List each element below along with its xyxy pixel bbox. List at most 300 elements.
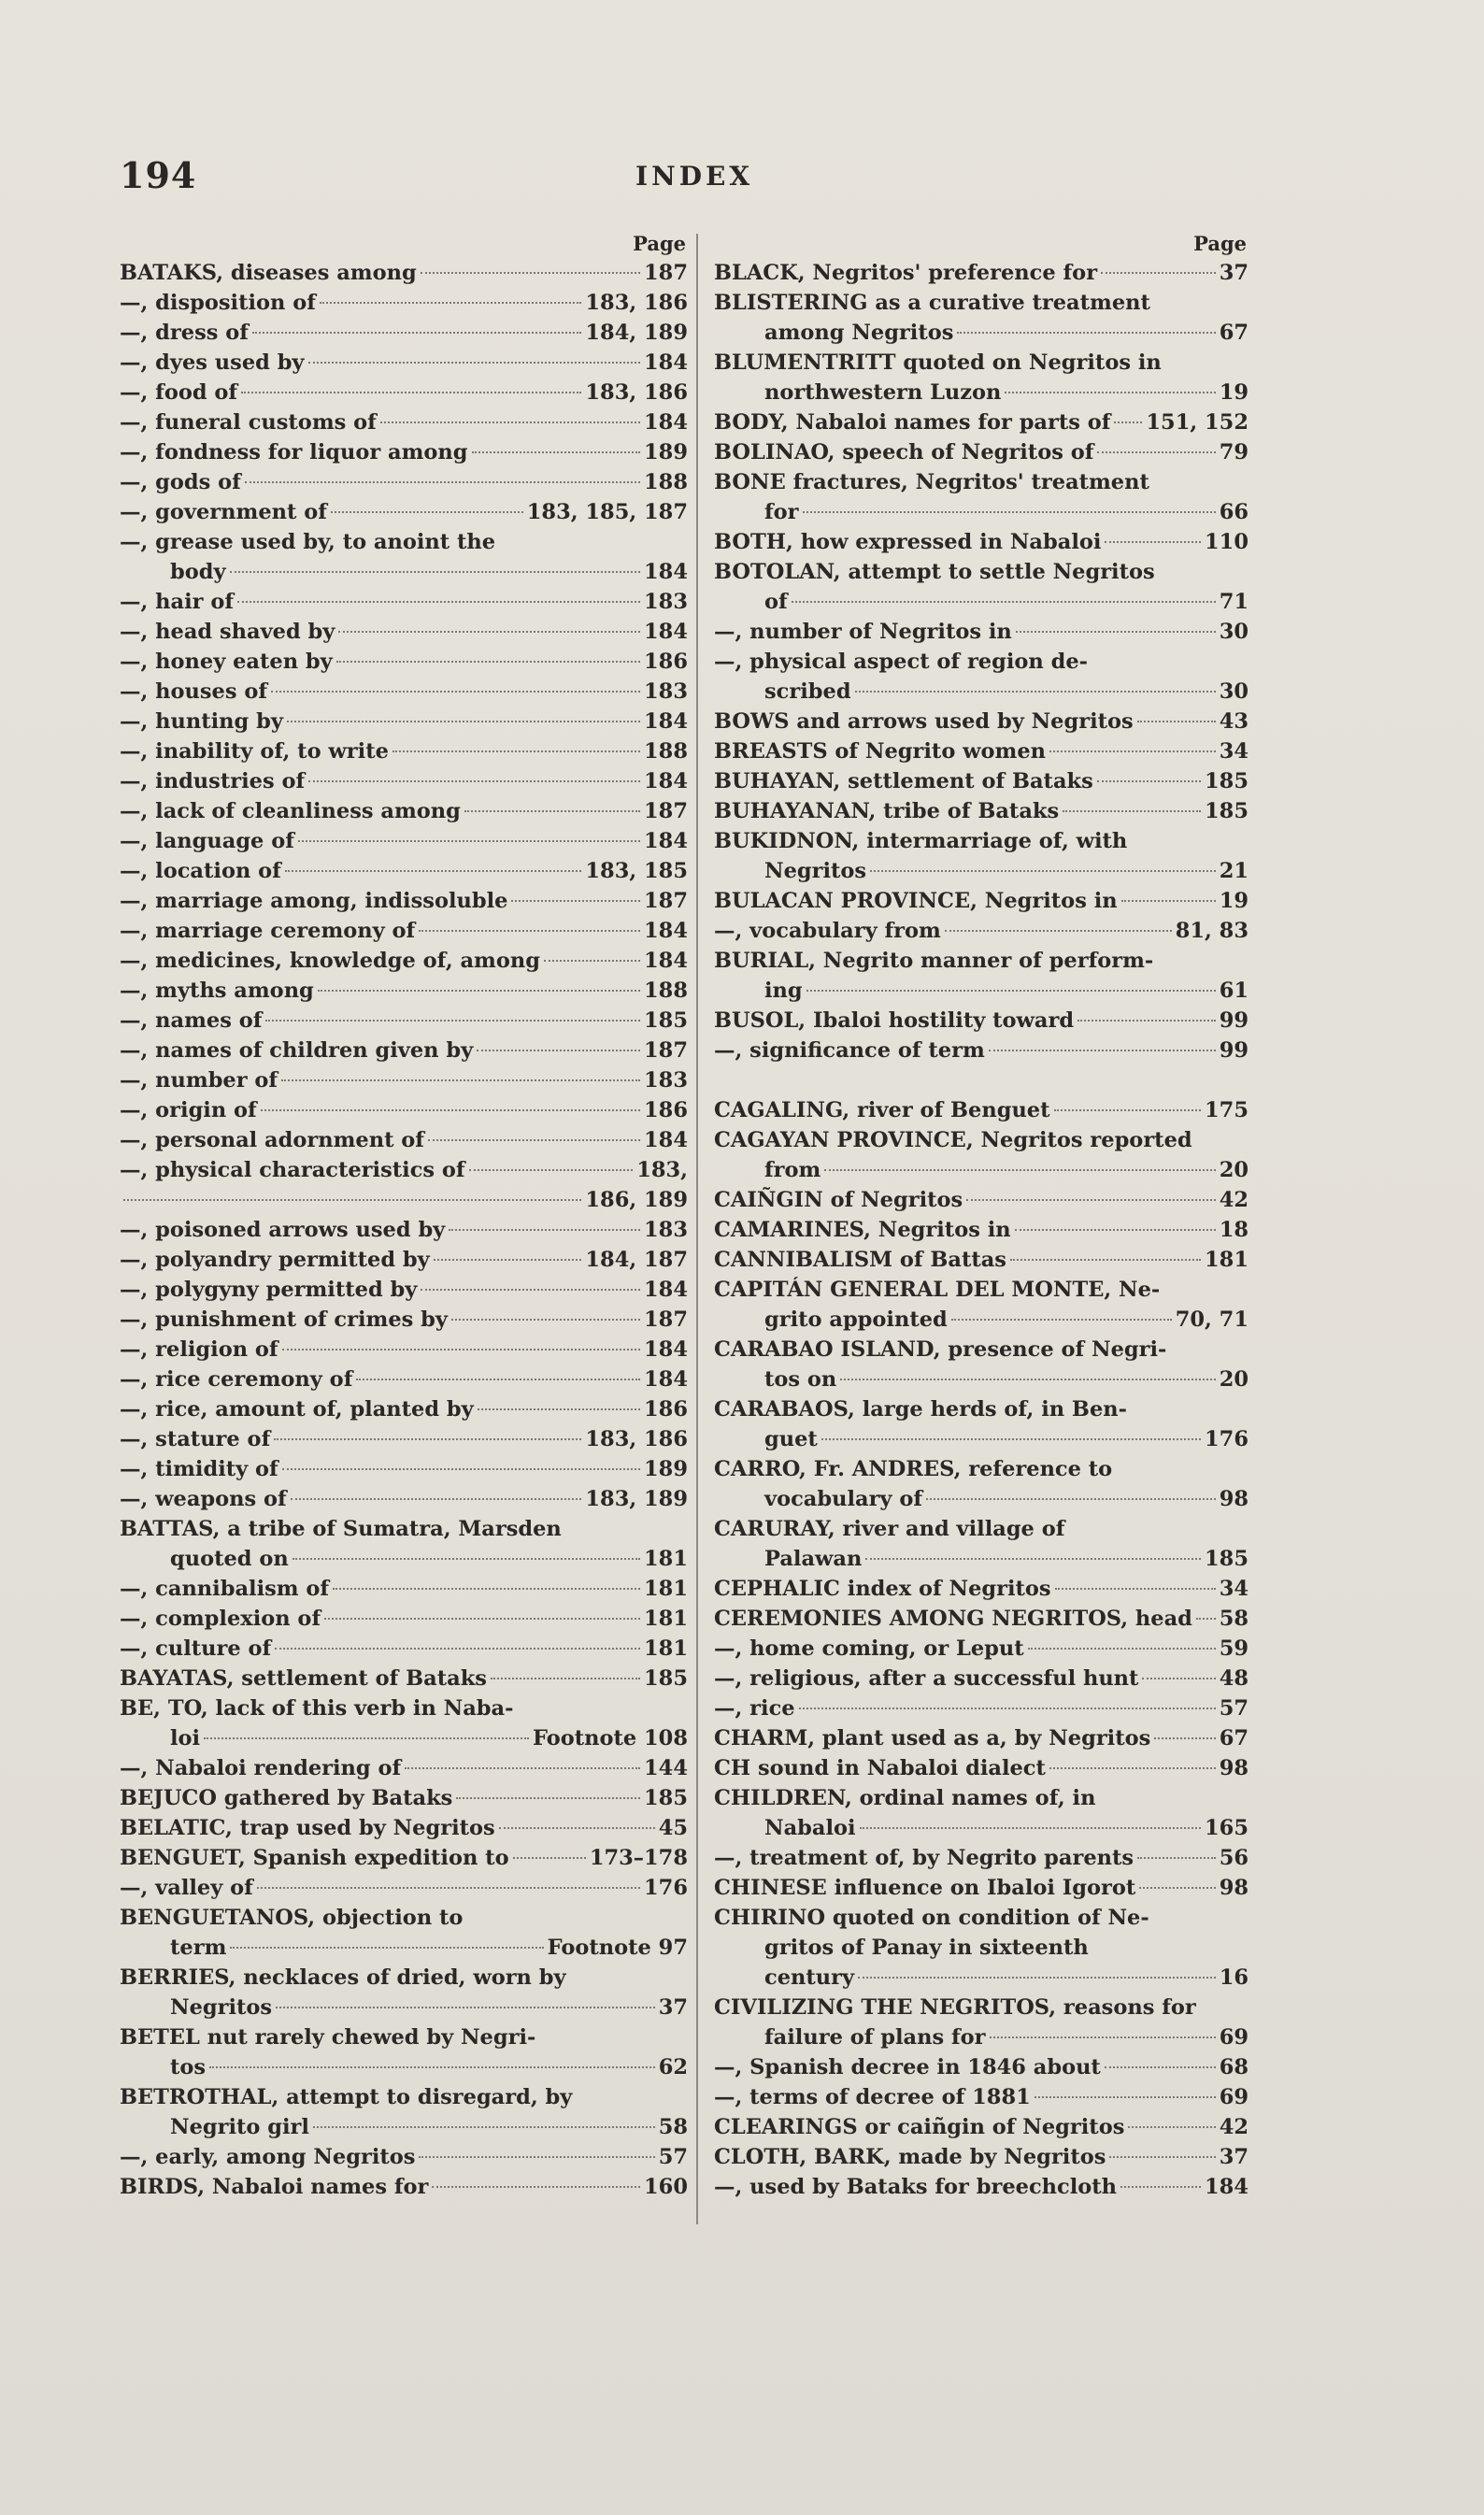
entry-page: 186, 189 xyxy=(585,1188,688,1212)
index-entry xyxy=(120,1843,688,1873)
page-column-label: Page xyxy=(1193,232,1247,255)
entry-text: for xyxy=(764,500,799,524)
index-entry xyxy=(120,1753,688,1783)
dot-leader xyxy=(209,2066,655,2068)
dot-leader xyxy=(1105,541,1201,543)
entry-text: from xyxy=(764,1158,821,1182)
entry-page: 183 xyxy=(644,590,688,614)
dot-leader xyxy=(432,2186,640,2188)
dot-leader xyxy=(1015,1229,1216,1231)
index-entry xyxy=(714,766,1249,796)
index-entry xyxy=(120,288,688,318)
entry-page: 189 xyxy=(644,440,688,464)
entry-page: 19 xyxy=(1219,380,1249,405)
index-entry xyxy=(714,378,1249,407)
entry-text: —, personal adornment of xyxy=(120,1128,424,1152)
entry-text: BENGUETANOS, objection to xyxy=(120,1906,464,1930)
dot-leader xyxy=(957,332,1215,334)
index-entry xyxy=(714,2112,1249,2142)
entry-text: —, disposition of xyxy=(120,291,316,315)
entry-page: 185 xyxy=(644,1008,688,1033)
entry-text: tos xyxy=(170,2055,207,2079)
index-entry xyxy=(120,617,688,647)
dot-leader xyxy=(1063,810,1201,812)
entry-text: BE, TO, lack of this verb in Naba- xyxy=(120,1696,514,1721)
index-entry xyxy=(120,1125,688,1155)
index-entry xyxy=(120,1544,688,1574)
index-entry xyxy=(120,796,688,826)
index-entry xyxy=(120,826,688,856)
index-entry xyxy=(714,1245,1249,1275)
entry-text: —, funeral customs of xyxy=(120,410,377,435)
entry-page: 188 xyxy=(644,739,688,764)
entry-page: 34 xyxy=(1219,1577,1249,1601)
index-entry xyxy=(120,1634,688,1664)
dot-leader xyxy=(421,1289,640,1291)
entry-text: —, myths among xyxy=(120,979,314,1003)
entry-page: 183, 186 xyxy=(585,291,688,315)
entry-text: —, industries of xyxy=(120,769,306,793)
index-entry xyxy=(714,1813,1249,1843)
entry-text: —, marriage among, indissoluble xyxy=(120,889,508,913)
dot-leader xyxy=(926,1498,1216,1500)
entry-text: BATAKS, diseases among xyxy=(120,261,417,285)
entry-text: —, rice xyxy=(714,1696,795,1721)
entry-text: CARABAO ISLAND, presence of Negri- xyxy=(714,1337,1167,1362)
entry-page: 185 xyxy=(1205,1547,1249,1571)
dot-leader xyxy=(806,990,1216,992)
dot-leader xyxy=(331,511,523,513)
index-entry xyxy=(120,527,688,557)
entry-page: 98 xyxy=(1219,1756,1249,1780)
index-entry xyxy=(120,1065,688,1095)
entry-text: among Negritos xyxy=(764,321,954,345)
entry-text: CARRO, Fr. ANDRES, reference to xyxy=(714,1457,1113,1481)
entry-text: CHINESE influence on Ibaloi Igorot xyxy=(714,1876,1136,1900)
entry-page: 184 xyxy=(644,560,688,584)
dot-leader xyxy=(274,1438,581,1440)
entry-text: CAIÑGIN of Negritos xyxy=(714,1188,963,1212)
dot-leader xyxy=(1128,2126,1215,2128)
dot-leader xyxy=(1142,1678,1215,1679)
index-entry xyxy=(714,1275,1249,1305)
entry-page: 184 xyxy=(1205,2175,1249,2199)
index-entry xyxy=(714,677,1249,707)
dot-leader xyxy=(860,1827,1201,1829)
index-entry xyxy=(714,467,1249,497)
index-entry xyxy=(120,2172,688,2202)
entry-page: 165 xyxy=(1205,1816,1249,1840)
index-entry xyxy=(120,946,688,976)
entry-page: 99 xyxy=(1219,1008,1249,1033)
dot-leader xyxy=(1035,2096,1216,2098)
entry-text: CANNIBALISM of Battas xyxy=(714,1248,1006,1272)
entry-page: 69 xyxy=(1219,2085,1249,2109)
index-entry xyxy=(714,1843,1249,1873)
dot-leader xyxy=(291,1498,582,1500)
entry-page: 34 xyxy=(1219,739,1249,764)
entry-page: 62 xyxy=(658,2055,688,2079)
index-entry xyxy=(714,1963,1249,1993)
entry-text: —, number of xyxy=(120,1068,278,1093)
entry-text: CAGALING, river of Benguet xyxy=(714,1098,1050,1122)
entry-text: BLUMENTRITT quoted on Negritos in xyxy=(714,350,1162,375)
entry-text: CIVILIZING THE NEGRITOS, reasons for xyxy=(714,1995,1196,2020)
index-entry xyxy=(714,348,1249,378)
index-entry xyxy=(120,1604,688,1634)
index-entry xyxy=(120,1963,688,1993)
dot-leader xyxy=(237,601,640,603)
entry-text: —, Spanish decree in 1846 about xyxy=(714,2055,1101,2079)
entry-text: BETEL nut rarely chewed by Negri- xyxy=(120,2025,536,2050)
entry-page: Footnote 97 xyxy=(547,1936,688,1960)
entry-text: BLACK, Negritos' preference for xyxy=(714,261,1098,285)
index-entry xyxy=(120,766,688,796)
entry-text: BLISTERING as a curative treatment xyxy=(714,291,1150,315)
entry-page: 67 xyxy=(1219,321,1249,345)
entry-page: 187 xyxy=(644,1308,688,1332)
dot-leader xyxy=(356,1379,640,1380)
dot-leader xyxy=(313,2126,655,2128)
dot-leader xyxy=(428,1139,640,1141)
entry-text: —, weapons of xyxy=(120,1487,287,1511)
dot-leader xyxy=(419,2156,654,2158)
entry-text: —, government of xyxy=(120,500,327,524)
index-entry xyxy=(120,1275,688,1305)
dot-leader xyxy=(257,1887,640,1889)
dot-leader xyxy=(285,870,582,872)
dot-leader xyxy=(472,451,641,453)
entry-text: grito appointed xyxy=(764,1308,948,1332)
index-entry xyxy=(714,437,1249,467)
entry-page: 187 xyxy=(644,1038,688,1063)
dot-leader xyxy=(392,750,640,752)
entry-text: —, culture of xyxy=(120,1636,272,1661)
index-entry xyxy=(714,1484,1249,1514)
entry-page: 144 xyxy=(644,1756,688,1780)
running-head: INDEX xyxy=(635,161,754,192)
dot-leader xyxy=(338,631,640,633)
entry-page: 184 xyxy=(644,919,688,943)
entry-text: BOWS and arrows used by Negritos xyxy=(714,709,1134,734)
entry-text: loi xyxy=(170,1726,201,1750)
entry-text: BOTOLAN, attempt to settle Negritos xyxy=(714,560,1155,584)
dot-leader xyxy=(252,332,581,334)
index-entry xyxy=(120,1993,688,2022)
entry-text: —, vocabulary from xyxy=(714,919,941,943)
index-entry xyxy=(714,1783,1249,1813)
index-entry xyxy=(120,1155,688,1185)
entry-text: BELATIC, trap used by Negritos xyxy=(120,1816,495,1840)
entry-text: —, significance of term xyxy=(714,1038,985,1063)
entry-page: 187 xyxy=(644,261,688,285)
entry-page: 181 xyxy=(644,1607,688,1631)
entry-text: —, religious, after a successful hunt xyxy=(714,1666,1139,1691)
entry-text: —, poisoned arrows used by xyxy=(120,1218,446,1242)
index-entry xyxy=(714,1215,1249,1245)
left-index-list xyxy=(120,258,688,2202)
entry-text: BUHAYANAN, tribe of Bataks xyxy=(714,799,1060,823)
entry-page: 37 xyxy=(1219,2145,1249,2169)
dot-leader xyxy=(513,1857,586,1859)
entry-text: —, honey eaten by xyxy=(120,650,333,674)
index-entry xyxy=(714,1305,1249,1335)
dot-leader xyxy=(324,1618,640,1620)
entry-page: 186 xyxy=(644,1397,688,1422)
dot-leader xyxy=(865,1558,1201,1560)
entry-text: vocabulary of xyxy=(764,1487,923,1511)
entry-page: 181 xyxy=(644,1547,688,1571)
entry-text: Negrito girl xyxy=(170,2115,309,2139)
index-entry xyxy=(714,1155,1249,1185)
index-entry xyxy=(120,1365,688,1394)
entry-text: BIRDS, Nabaloi names for xyxy=(120,2175,429,2199)
dot-leader xyxy=(1097,780,1201,782)
entry-text: CLEARINGS or caiñgin of Negritos xyxy=(714,2115,1125,2139)
index-entry xyxy=(120,497,688,527)
index-entry xyxy=(714,527,1249,557)
entry-text: —, names of children given by xyxy=(120,1038,474,1063)
entry-text: BEJUCO gathered by Bataks xyxy=(120,1786,453,1810)
index-entry xyxy=(120,1484,688,1514)
dot-leader xyxy=(380,422,640,423)
index-entry xyxy=(120,1783,688,1813)
index-entry xyxy=(120,378,688,407)
entry-text: —, location of xyxy=(120,859,281,883)
entry-page: 186 xyxy=(644,650,688,674)
dot-leader xyxy=(1077,1020,1216,1022)
index-entry xyxy=(120,677,688,707)
entry-page: 99 xyxy=(1219,1038,1249,1063)
dot-leader xyxy=(405,1767,640,1769)
entry-text: BUHAYAN, settlement of Bataks xyxy=(714,769,1093,793)
entry-text: —, timidity of xyxy=(120,1457,278,1481)
left-index-column xyxy=(120,230,688,2202)
dot-leader xyxy=(1105,2066,1216,2068)
dot-leader xyxy=(1154,1737,1215,1739)
entry-page: 186 xyxy=(644,1098,688,1122)
dot-leader xyxy=(287,721,640,722)
entry-text: gritos of Panay in sixteenth xyxy=(764,1936,1089,1960)
dot-leader xyxy=(1114,422,1142,423)
index-entry xyxy=(714,1424,1249,1454)
index-entry xyxy=(120,1873,688,1903)
entry-page: 184, 187 xyxy=(585,1248,688,1272)
dot-leader xyxy=(421,272,640,274)
entry-page: 61 xyxy=(1219,979,1249,1003)
entry-text: —, hunting by xyxy=(120,709,283,734)
dot-leader xyxy=(123,1199,581,1201)
entry-page: 30 xyxy=(1219,620,1249,644)
dot-leader xyxy=(1049,750,1216,752)
entry-page: 184 xyxy=(644,1278,688,1302)
entry-page: 42 xyxy=(1219,2115,1249,2139)
entry-text: —, terms of decree of 1881 xyxy=(714,2085,1031,2109)
dot-leader xyxy=(281,1079,640,1081)
index-entry xyxy=(120,348,688,378)
dot-leader xyxy=(966,1199,1215,1201)
index-entry xyxy=(714,796,1249,826)
entry-text: scribed xyxy=(764,679,851,704)
dot-leader xyxy=(265,1020,640,1022)
entry-text: —, stature of xyxy=(120,1427,271,1451)
entry-text: CARABAOS, large herds of, in Ben- xyxy=(714,1397,1127,1422)
entry-text: —, treatment of, by Negrito parents xyxy=(714,1846,1134,1870)
entry-page: 184 xyxy=(644,620,688,644)
dot-leader xyxy=(1120,2186,1201,2188)
entry-text: quoted on xyxy=(170,1547,289,1571)
index-entry xyxy=(714,288,1249,318)
entry-page: 66 xyxy=(1219,500,1249,524)
entry-page: 43 xyxy=(1219,709,1249,734)
dot-leader xyxy=(989,1050,1216,1051)
entry-page: 181 xyxy=(1205,1248,1249,1272)
entry-text: —, physical characteristics of xyxy=(120,1158,465,1182)
entry-text: —, names of xyxy=(120,1008,263,1033)
index-entry xyxy=(714,1903,1249,1933)
index-entry xyxy=(120,258,688,288)
entry-page: 110 xyxy=(1205,530,1249,554)
entry-page: 188 xyxy=(644,470,688,494)
entry-page: 187 xyxy=(644,889,688,913)
index-entry xyxy=(120,707,688,736)
dot-leader xyxy=(840,1379,1215,1380)
index-entry xyxy=(120,1095,688,1125)
index-entry xyxy=(120,2142,688,2172)
dot-leader xyxy=(1109,2156,1215,2158)
index-entry xyxy=(120,1215,688,1245)
entry-text: BOTH, how expressed in Nabaloi xyxy=(714,530,1102,554)
entry-text: —, valley of xyxy=(120,1876,253,1900)
page-number: 194 xyxy=(120,154,197,196)
entry-page: 18 xyxy=(1219,1218,1249,1242)
index-entry xyxy=(120,2022,688,2052)
entry-page: 19 xyxy=(1219,889,1249,913)
dot-leader xyxy=(318,990,640,992)
index-entry xyxy=(120,467,688,497)
index-entry xyxy=(714,1693,1249,1723)
entry-page: 20 xyxy=(1219,1367,1249,1392)
index-entry xyxy=(120,407,688,437)
entry-page: 183, 186 xyxy=(585,1427,688,1451)
entry-page: 184 xyxy=(644,410,688,435)
index-entry xyxy=(120,2112,688,2142)
index-entry xyxy=(714,497,1249,527)
index-entry xyxy=(120,1454,688,1484)
entry-text: BUSOL, Ibaloi hostility toward xyxy=(714,1008,1075,1033)
entry-page: 183 xyxy=(644,1068,688,1093)
entry-text: Nabaloi xyxy=(764,1816,856,1840)
dot-leader xyxy=(308,780,640,782)
index-entry xyxy=(120,1335,688,1365)
dot-leader xyxy=(1121,900,1216,902)
entry-page: 185 xyxy=(644,1786,688,1810)
entry-page: 57 xyxy=(658,2145,688,2169)
entry-text: Palawan xyxy=(764,1547,863,1571)
entry-text: BATTAS, a tribe of Sumatra, Marsden xyxy=(120,1517,562,1541)
index-entry xyxy=(714,1873,1249,1903)
entry-page: 183, 189 xyxy=(585,1487,688,1511)
entry-page: 181 xyxy=(644,1636,688,1661)
entry-text: —, dress of xyxy=(120,321,249,345)
entry-text: —, language of xyxy=(120,829,294,853)
entry-text: —, home coming, or Leput xyxy=(714,1636,1024,1661)
entry-text: BREASTS of Negrito women xyxy=(714,739,1047,764)
entry-page: 69 xyxy=(1219,2025,1249,2050)
dot-leader xyxy=(945,930,1172,932)
dot-leader xyxy=(336,661,640,663)
index-entry xyxy=(120,1185,688,1215)
index-entry xyxy=(120,647,688,677)
dot-leader xyxy=(449,1229,640,1231)
index-entry xyxy=(714,1574,1249,1604)
dot-leader xyxy=(1137,1857,1216,1859)
index-entry xyxy=(714,946,1249,976)
index-entry xyxy=(714,826,1249,856)
index-entry xyxy=(120,437,688,467)
entry-page: 175 xyxy=(1205,1098,1249,1122)
dot-leader xyxy=(275,1648,640,1650)
dot-leader xyxy=(298,840,640,842)
dot-leader xyxy=(990,2036,1216,2038)
entry-text: —, physical aspect of region de- xyxy=(714,650,1088,674)
entry-text: CHIRINO quoted on condition of Ne- xyxy=(714,1906,1149,1930)
index-entry xyxy=(714,1365,1249,1394)
index-entry xyxy=(120,886,688,916)
index-entry xyxy=(120,1006,688,1036)
dot-leader xyxy=(320,302,581,304)
index-entry xyxy=(714,1664,1249,1693)
entry-page: 184 xyxy=(644,1367,688,1392)
index-entry xyxy=(714,318,1249,348)
entry-page: 176 xyxy=(1205,1427,1249,1451)
dot-leader xyxy=(333,1588,640,1590)
index-entry xyxy=(120,1813,688,1843)
index-entry xyxy=(714,1394,1249,1424)
dot-leader xyxy=(282,1468,640,1470)
index-entry xyxy=(714,1454,1249,1484)
dot-leader xyxy=(821,1438,1201,1440)
dot-leader xyxy=(1028,1648,1216,1650)
index-entry xyxy=(120,1514,688,1544)
index-entry xyxy=(714,587,1249,617)
entry-page: 189 xyxy=(644,1457,688,1481)
entry-text: failure of plans for xyxy=(764,2025,986,2050)
index-entry xyxy=(714,886,1249,916)
dot-leader xyxy=(230,1947,543,1949)
entry-page: 184, 189 xyxy=(585,321,688,345)
entry-text: CAMARINES, Negritos in xyxy=(714,1218,1011,1242)
entry-text: CAGAYAN PROVINCE, Negritos reported xyxy=(714,1128,1192,1152)
index-entry xyxy=(714,2172,1249,2202)
index-entry xyxy=(120,1245,688,1275)
dot-leader xyxy=(1010,1259,1201,1261)
dot-leader xyxy=(1054,1109,1202,1111)
dot-leader xyxy=(308,362,641,364)
entry-page: 79 xyxy=(1219,440,1249,464)
dot-leader xyxy=(858,1977,1216,1979)
index-entry xyxy=(714,258,1249,288)
index-entry xyxy=(714,856,1249,886)
index-entry xyxy=(714,1993,1249,2022)
dot-leader xyxy=(1016,631,1216,633)
entry-page: 183 xyxy=(644,1218,688,1242)
entry-text: —, lack of cleanliness among xyxy=(120,799,461,823)
entry-page: 184 xyxy=(644,949,688,973)
index-entry xyxy=(714,976,1249,1006)
entry-text: —, marriage ceremony of xyxy=(120,919,416,943)
entry-text: —, hair of xyxy=(120,590,235,614)
